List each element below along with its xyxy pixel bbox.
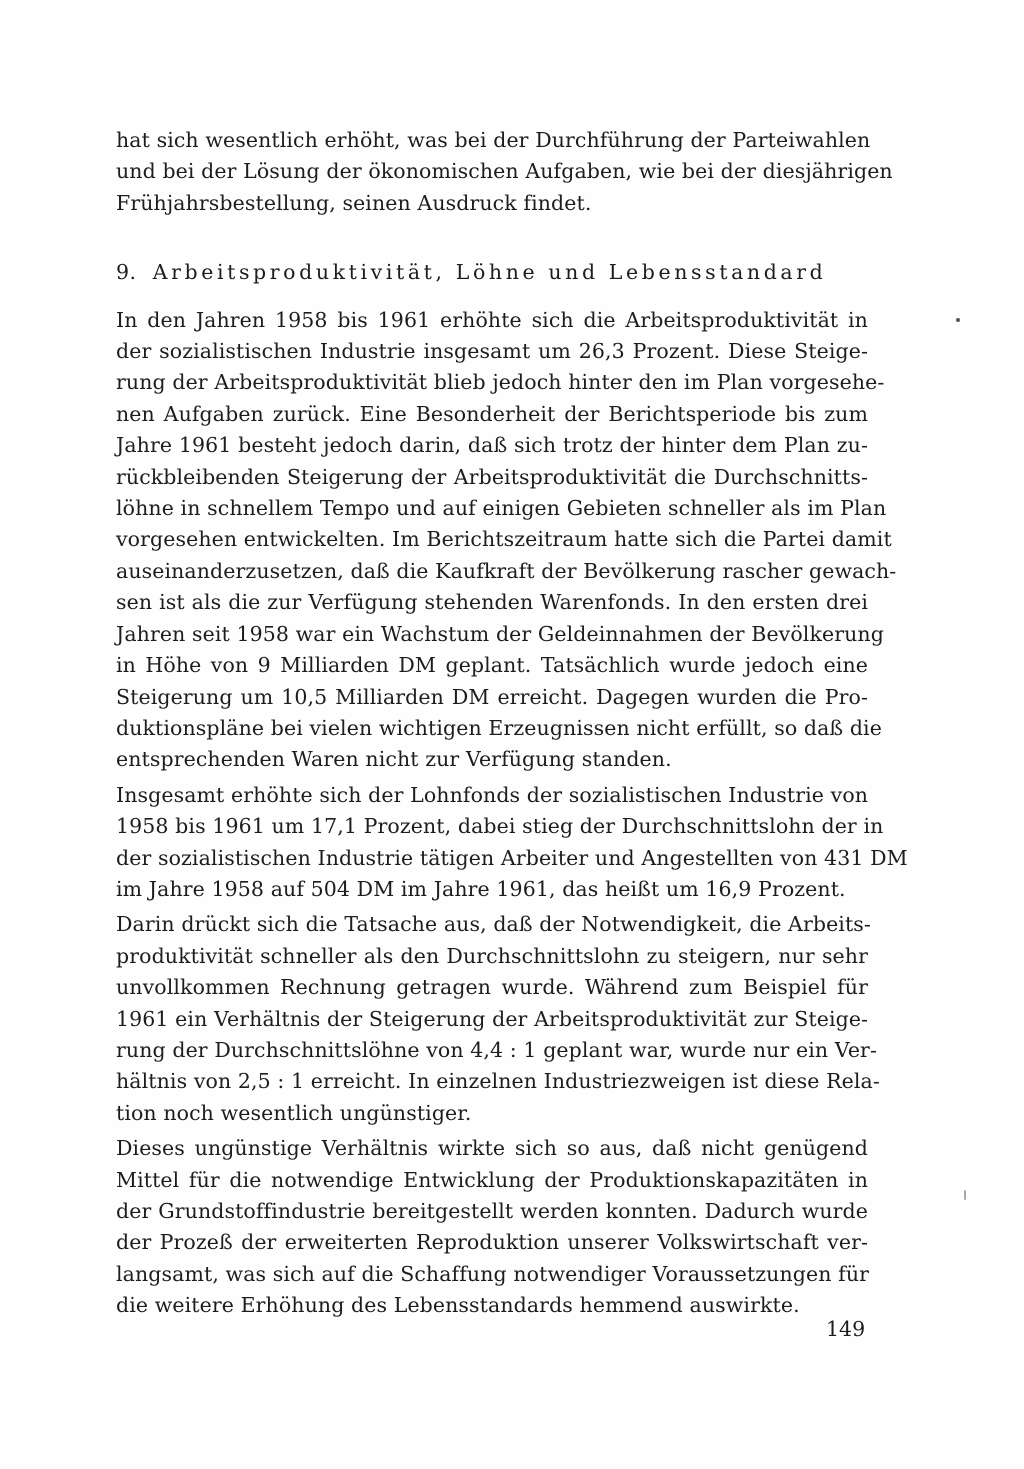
text-line: auseinanderzusetzen, daß die Kaufkraft der Bevölkerung rascher gewach- bbox=[116, 558, 897, 583]
text-line: in Höhe von 9 Milliarden DM geplant. Tatsächlich wurde jedoch eine bbox=[116, 653, 868, 678]
text-line: rung der Arbeitsproduktivität blieb jedoch hinter den im Plan vorgesehe- bbox=[116, 370, 885, 395]
text-line: In den Jahren 1958 bis 1961 erhöhte sich die Arbeitsproduktivität in bbox=[116, 307, 868, 332]
text-line: tion noch wesentlich ungünstiger. bbox=[116, 1100, 472, 1125]
text-line: der sozialistischen Industrie insgesamt um 26,3 Prozent. Diese Steige- bbox=[116, 339, 868, 364]
body-paragraph bbox=[116, 909, 880, 1129]
body-paragraph bbox=[116, 780, 908, 906]
text-line: Steigerung um 10,5 Milliarden DM erreicht. Dagegen wurden die Pro- bbox=[116, 684, 868, 709]
section-heading bbox=[116, 257, 868, 288]
text-line: 1961 ein Verhältnis der Steigerung der Arbeitsproduktivität zur Steige- bbox=[116, 1006, 869, 1031]
text-line: löhne in schnellem Tempo und auf einigen Gebieten schneller als im Plan bbox=[116, 496, 887, 521]
text-line: entsprechenden Waren nicht zur Verfügung standen. bbox=[116, 747, 672, 772]
text-line: Insgesamt erhöhte sich der Lohnfonds der sozialistischen Industrie von bbox=[116, 782, 869, 807]
text-line: duktionspläne bei vielen wichtigen Erzeugnissen nicht erfüllt, so daß die bbox=[116, 715, 882, 740]
text-line: rung der Durchschnittslöhne von 4,4 : 1 geplant war, wurde nur ein Ver- bbox=[116, 1037, 877, 1062]
text-line: die weitere Erhöhung des Lebensstandards hemmend auswirkte. bbox=[116, 1293, 800, 1318]
text-line: produktivität schneller als den Durchschnittslohn zu steigern, nur sehr bbox=[116, 943, 868, 968]
text-line: rückbleibenden Steigerung der Arbeitsproduktivität die Durchschnitts- bbox=[116, 464, 868, 489]
body-paragraph bbox=[116, 305, 897, 776]
text-line: unvollkommen Rechnung getragen wurde. Während zum Beispiel für bbox=[116, 975, 868, 1000]
text-line: Jahren seit 1958 war ein Wachstum der Geldeinnahmen der Bevölkerung bbox=[116, 621, 884, 646]
intro-paragraph bbox=[116, 125, 893, 219]
text-line: der Grundstoffindustrie bereitgestellt werden konnten. Dadurch wurde bbox=[116, 1199, 868, 1223]
scan-speck bbox=[964, 1190, 966, 1200]
text-line: Jahre 1961 besteht jedoch darin, daß sich trotz der hinter dem Plan zu- bbox=[116, 433, 868, 458]
text-line: Frühjahrsbestellung, seinen Ausdruck findet. bbox=[116, 190, 592, 215]
page-number: 149 bbox=[826, 1317, 866, 1341]
text-line: 1958 bis 1961 um 17,1 Prozent, dabei stieg der Durchschnittslohn der in bbox=[116, 814, 884, 839]
text-line: Dieses ungünstige Verhältnis wirkte sich so aus, daß nicht genügend bbox=[116, 1136, 868, 1161]
text-line: im Jahre 1958 auf 504 DM im Jahre 1961, das heißt um 16,9 Prozent. bbox=[116, 876, 846, 901]
section-title: Arbeitsproduktivität, Löhne und Lebensstandard bbox=[152, 260, 827, 285]
text-line: der sozialistischen Industrie tätigen Arbeiter und Angestellten von 431 DM bbox=[116, 845, 908, 870]
text-line: hältnis von 2,5 : 1 erreicht. In einzelnen Industriezweigen ist diese Rela- bbox=[116, 1069, 880, 1094]
text-line: vorgesehen entwickelten. Im Berichtszeitraum hatte sich die Partei damit bbox=[116, 527, 892, 552]
text-line: und bei der Lösung der ökonomischen Aufgaben, wie bei der diesjährigen bbox=[116, 159, 893, 184]
text-block bbox=[116, 125, 908, 1322]
text-line: nen Aufgaben zurück. Eine Besonderheit der Berichtsperiode bis zum bbox=[116, 401, 868, 426]
text-line: hat sich wesentlich erhöht, was bei der Durchführung der Parteiwahlen bbox=[116, 128, 871, 152]
text-line: Darin drückt sich die Tatsache aus, daß der Notwendigkeit, die Arbeits- bbox=[116, 912, 871, 937]
scan-speck bbox=[956, 318, 960, 322]
text-line: sen ist als die zur Verfügung stehenden Warenfonds. In den ersten drei bbox=[116, 590, 868, 615]
section-number: 9. bbox=[116, 260, 137, 285]
text-line: Mittel für die notwendige Entwicklung der Produktionskapazitäten in bbox=[116, 1167, 868, 1192]
body-paragraph bbox=[116, 1133, 868, 1321]
text-line: langsamt, was sich auf die Schaffung notwendiger Voraussetzungen für bbox=[116, 1261, 870, 1286]
text-line: der Prozeß der erweiterten Reproduktion unserer Volkswirtschaft ver- bbox=[116, 1230, 868, 1255]
